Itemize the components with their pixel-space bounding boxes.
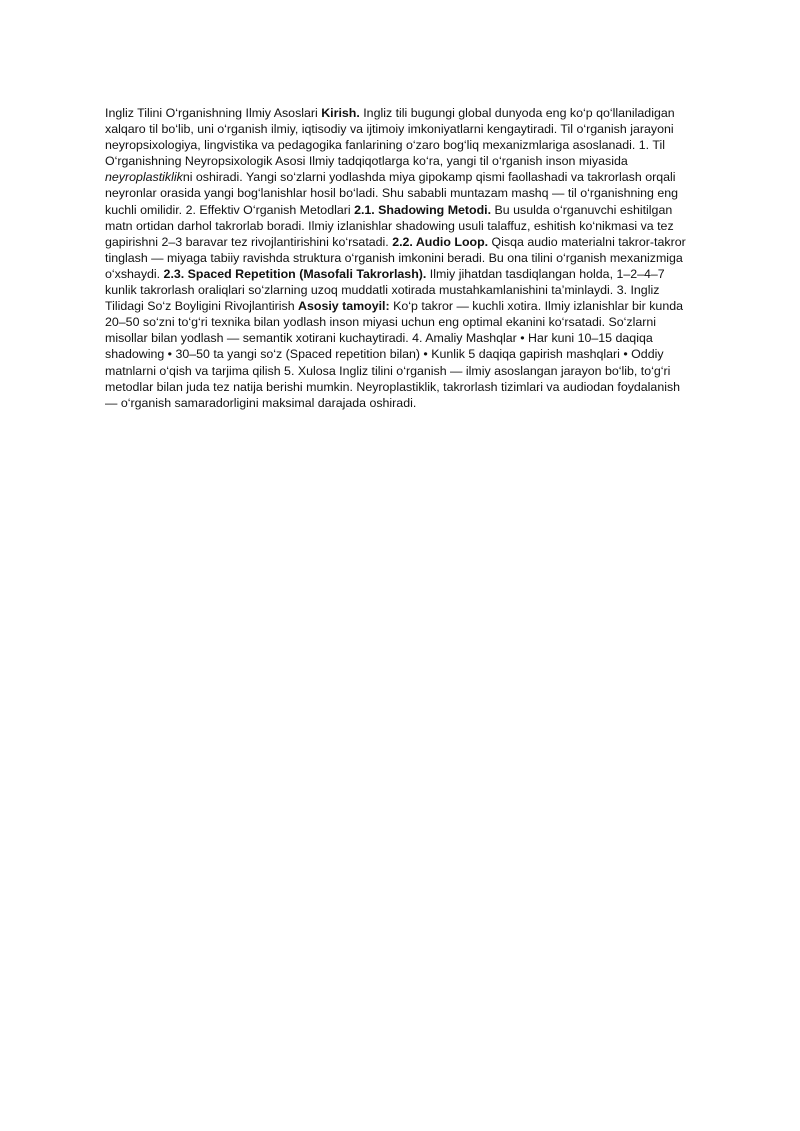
heading-audio-loop: 2.2. Audio Loop.	[392, 234, 489, 249]
text-segment: Ko‘p takror — kuchli xotira. Ilmiy izlanishlar bir kunda 20–50 so‘zni to‘g‘ri texnika bilan yodlash inson miyasi uchun eng optimal ekanini ko‘rsatadi. So‘zlarni misollar bilan yodlash — semantik xotirani kuchaytiradi. 4. Amaliy Mashqlar • Har kuni 10–15 daqiqa shadowing • 30–50 ta yangi so‘z (Spaced repetition bilan) • Kunlik 5 daqiqa gapirish mashqlari • Oddiy matnlarni o‘qish va tarjima qilish 5. Xulosa Ingliz tilini o‘rganish — ilmiy asoslangan jarayon bo‘lib, to‘g‘ri metodlar bilan juda tez natija berishi mumkin. Neyroplastiklik, takrorlash tizimlari va audiodan foydalanish — o‘rganish samaradorligini maksimal darajada oshiradi.	[105, 299, 683, 410]
heading-asosiy-tamoyil: Asosiy tamoyil:	[298, 299, 390, 314]
term-neyroplastiklik: neyroplastiklik	[105, 170, 183, 185]
text-segment: Qisqa audio materialni takror-takror tinglash — miyaga tabiiy ravishda struktura o‘rganish imkonini beradi. Bu ona tilini o‘rganish mexanizmiga o‘xshaydi.	[105, 234, 686, 281]
text-segment: Ilmiy jihatdan tasdiqlangan holda, 1–2–4–7 kunlik takrorlash oraliqlari so‘zlarning uzoq muddatli xotirada mustahkamlanishini ta’minlaydi. 3. Ingliz Tilidagi So‘z Boyligini Rivojlantirish	[105, 266, 665, 314]
text-segment: Ingliz tili bugungi global dunyoda eng ko‘p qo‘llaniladigan xalqaro til bo‘lib, uni o‘rganish ilmiy, iqtisodiy va ijtimoiy imkoniyatlarni kengaytiradi. Til o‘rganish jarayoni neyropsixologiya, lingvistika va pedagogika fanlarining o‘zaro bog‘liq mexanizmlariga asoslanadi. 1. Til O‘rganishning Neyropsixologik Asosi Ilmiy tadqiqotlarga ko‘ra, yangi til o‘rganish inson miyasida	[105, 106, 675, 169]
heading-shadowing: 2.1. Shadowing Metodi.	[354, 202, 492, 217]
body-paragraph	[105, 105, 695, 411]
text-segment: ni oshiradi. Yangi so‘zlarni yodlashda miya gipokamp qismi faollashadi va takrorlash orqali neyronlar orasida yangi bog‘lanishlar hosil bo‘ladi. Shu sababli muntazam mashq — til o‘rganishning eng kuchli omilidir. 2. Effektiv O‘rganish Metodlari	[105, 170, 679, 217]
heading-spaced-repetition: 2.3. Spaced Repetition (Masofali Takrorlash).	[163, 266, 427, 281]
text-segment: Ingliz Tilini O‘rganishning Ilmiy Asoslari	[105, 106, 322, 120]
heading-kirish: Kirish.	[321, 106, 360, 120]
text-segment: Bu usulda o‘rganuvchi eshitilgan matn ortidan darhol takrorlab boradi. Ilmiy izlanishlar shadowing usuli talaffuz, eshitish ko‘nikmasi va tez gapirishni 2–3 baravar tez rivojlantirishini ko‘rsatadi.	[105, 202, 674, 249]
